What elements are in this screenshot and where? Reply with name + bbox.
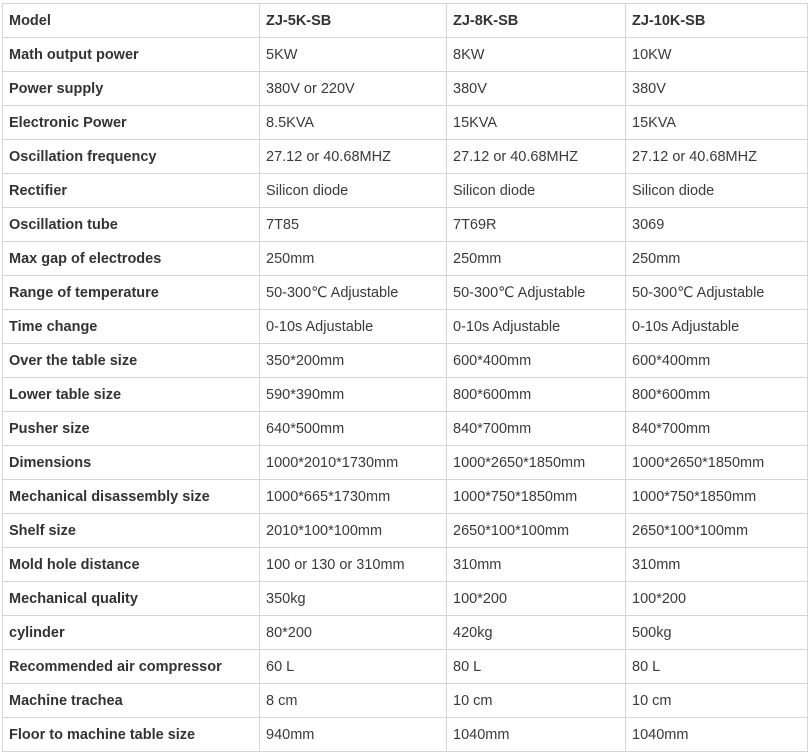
value-cell: 10KW [626,38,808,72]
value-cell: 5KW [260,38,447,72]
value-cell: 7T69R [447,208,626,242]
value-cell: 380V or 220V [260,72,447,106]
table-row [3,718,808,752]
value-cell: 8.5KVA [260,106,447,140]
value-cell: Silicon diode [626,174,808,208]
value-cell: 2010*100*100mm [260,514,447,548]
value-cell: 2650*100*100mm [447,514,626,548]
row-label-cell: Lower table size [3,378,260,412]
header-cell-zj-10k-sb: ZJ-10K-SB [626,4,808,38]
value-cell: 10 cm [626,684,808,718]
table-row [3,106,808,140]
row-label-cell: Recommended air compressor [3,650,260,684]
table-row [3,548,808,582]
row-label-cell: Dimensions [3,446,260,480]
table-row [3,480,808,514]
table-row [3,242,808,276]
value-cell: Silicon diode [447,174,626,208]
value-cell: 310mm [626,548,808,582]
row-label-cell: Oscillation tube [3,208,260,242]
value-cell: 800*600mm [626,378,808,412]
row-label-cell: Time change [3,310,260,344]
value-cell: 2650*100*100mm [626,514,808,548]
row-label-cell: Power supply [3,72,260,106]
value-cell: 27.12 or 40.68MHZ [626,140,808,174]
value-cell: 27.12 or 40.68MHZ [260,140,447,174]
row-label-cell: Mold hole distance [3,548,260,582]
row-label-cell: Shelf size [3,514,260,548]
spec-table-body [3,4,808,752]
value-cell: 500kg [626,616,808,650]
value-cell: 1040mm [626,718,808,752]
spec-table [2,3,808,752]
value-cell: 350kg [260,582,447,616]
value-cell: 350*200mm [260,344,447,378]
row-label-cell: Range of temperature [3,276,260,310]
row-label-cell: Machine trachea [3,684,260,718]
table-row [3,378,808,412]
value-cell: 10 cm [447,684,626,718]
table-row [3,174,808,208]
value-cell: 15KVA [626,106,808,140]
value-cell: 590*390mm [260,378,447,412]
table-row [3,412,808,446]
table-row [3,310,808,344]
value-cell: 80*200 [260,616,447,650]
value-cell: 640*500mm [260,412,447,446]
header-cell-zj-5k-sb: ZJ-5K-SB [260,4,447,38]
value-cell: 1000*750*1850mm [626,480,808,514]
row-label-cell: Math output power [3,38,260,72]
value-cell: 100 or 130 or 310mm [260,548,447,582]
value-cell: 1000*665*1730mm [260,480,447,514]
table-row [3,446,808,480]
value-cell: 420kg [447,616,626,650]
row-label-cell: Max gap of electrodes [3,242,260,276]
value-cell: 1000*2650*1850mm [626,446,808,480]
table-row [3,650,808,684]
value-cell: 1000*2010*1730mm [260,446,447,480]
header-cell-model: Model [3,4,260,38]
value-cell: 250mm [626,242,808,276]
table-row [3,140,808,174]
value-cell: 8 cm [260,684,447,718]
value-cell: 80 L [447,650,626,684]
value-cell: 600*400mm [447,344,626,378]
table-row [3,582,808,616]
value-cell: 940mm [260,718,447,752]
value-cell: 100*200 [626,582,808,616]
value-cell: 600*400mm [626,344,808,378]
row-label-cell: Over the table size [3,344,260,378]
value-cell: 7T85 [260,208,447,242]
value-cell: 50-300℃ Adjustable [447,276,626,310]
row-label-cell: Pusher size [3,412,260,446]
value-cell: 60 L [260,650,447,684]
table-row [3,616,808,650]
value-cell: 840*700mm [626,412,808,446]
table-row [3,514,808,548]
value-cell: 0-10s Adjustable [447,310,626,344]
value-cell: 840*700mm [447,412,626,446]
value-cell: 1000*750*1850mm [447,480,626,514]
value-cell: 3069 [626,208,808,242]
value-cell: 15KVA [447,106,626,140]
value-cell: 8KW [447,38,626,72]
value-cell: 380V [447,72,626,106]
header-cell-zj-8k-sb: ZJ-8K-SB [447,4,626,38]
value-cell: 1000*2650*1850mm [447,446,626,480]
value-cell: 310mm [447,548,626,582]
row-label-cell: cylinder [3,616,260,650]
value-cell: 250mm [260,242,447,276]
value-cell: 800*600mm [447,378,626,412]
row-label-cell: Floor to machine table size [3,718,260,752]
value-cell: Silicon diode [260,174,447,208]
value-cell: 250mm [447,242,626,276]
table-row [3,276,808,310]
row-label-cell: Oscillation frequency [3,140,260,174]
table-row [3,208,808,242]
row-label-cell: Mechanical disassembly size [3,480,260,514]
table-row [3,684,808,718]
row-label-cell: Mechanical quality [3,582,260,616]
value-cell: 1040mm [447,718,626,752]
table-header-row [3,4,808,38]
value-cell: 0-10s Adjustable [260,310,447,344]
row-label-cell: Rectifier [3,174,260,208]
value-cell: 0-10s Adjustable [626,310,808,344]
value-cell: 80 L [626,650,808,684]
value-cell: 50-300℃ Adjustable [260,276,447,310]
table-row [3,38,808,72]
value-cell: 50-300℃ Adjustable [626,276,808,310]
value-cell: 27.12 or 40.68MHZ [447,140,626,174]
table-row [3,344,808,378]
value-cell: 100*200 [447,582,626,616]
table-row [3,72,808,106]
value-cell: 380V [626,72,808,106]
row-label-cell: Electronic Power [3,106,260,140]
